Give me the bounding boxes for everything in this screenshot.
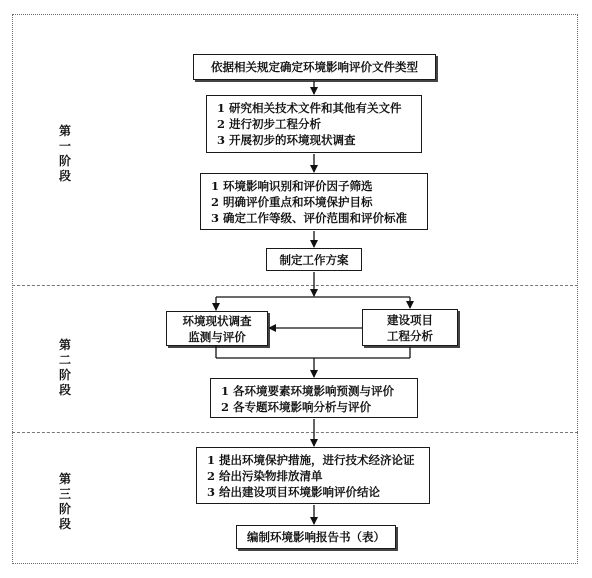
stage-divider-2 — [12, 432, 578, 433]
project-analysis-line-1: 建设项目 — [387, 312, 433, 327]
prep-item-3: 3 开展初步的环境现状调查 — [217, 133, 356, 147]
box-measures — [196, 447, 430, 504]
identify-item-3: 3 确定工作等级、评价范围和评价标准 — [211, 211, 408, 225]
box-work-plan-text: 制定工作方案 — [279, 252, 349, 267]
measures-item-3: 3 给出建设项目环境影响评价结论 — [207, 485, 381, 499]
box-report — [236, 525, 396, 549]
box-identification — [200, 173, 428, 230]
box-report-text: 编制环境影响报告书（表） — [247, 530, 385, 544]
env-survey-line-1: 环境现状调查 — [182, 313, 252, 328]
stage-label-3: 第三阶段 — [58, 472, 71, 531]
box-determine-type — [193, 54, 436, 80]
box-work-plan — [266, 248, 362, 271]
box-preparation — [206, 95, 422, 153]
box-project-analysis — [362, 309, 458, 346]
prep-item-1: 1 研究相关技术文件和其他有关文件 — [217, 101, 402, 115]
predict-item-1: 1 各环境要素环境影响预测与评价 — [221, 384, 395, 398]
stage-divider-1 — [12, 285, 578, 286]
predict-item-2: 2 各专题环境影响分析与评价 — [221, 400, 372, 414]
prep-item-2: 2 进行初步工程分析 — [217, 117, 322, 131]
box-env-survey — [166, 311, 268, 346]
env-survey-line-2: 监测与评价 — [188, 329, 246, 344]
measures-item-1: 1 提出环境保护措施，进行技术经济论证 — [207, 453, 415, 467]
identify-item-1: 1 环境影响识别和评价因子筛选 — [211, 179, 373, 193]
box-determine-type-text: 依据相关规定确定环境影响评价文件类型 — [211, 60, 418, 74]
identify-item-2: 2 明确评价重点和环境保护目标 — [211, 195, 373, 209]
box-prediction — [210, 378, 418, 418]
measures-item-2: 2 给出污染物排放清单 — [207, 469, 323, 483]
project-analysis-line-2: 工程分析 — [387, 328, 433, 343]
stage-label-1: 第一阶段 — [58, 124, 71, 183]
stage-label-2: 第二阶段 — [58, 338, 71, 397]
